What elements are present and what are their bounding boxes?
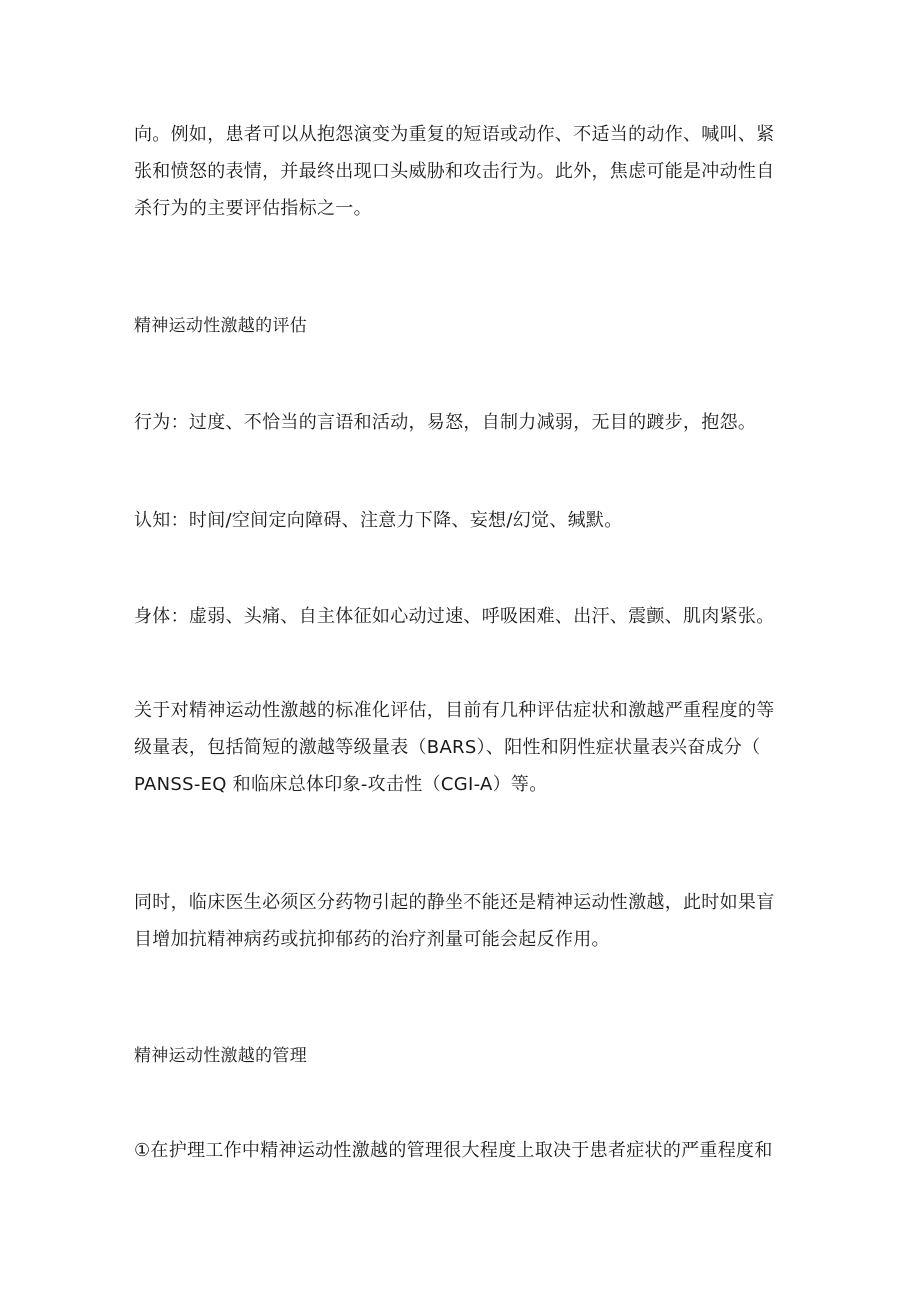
paragraph-line: 认知：时间/空间定向障碍、注意力下降、妄想/幻觉、缄默。: [134, 510, 623, 531]
paragraph-line: 杀行为的主要评估指标之一。: [134, 198, 372, 219]
paragraph-line: 向。例如，患者可以从抱怨演变为重复的短语或动作、不适当的动作、喊叫、紧: [134, 124, 775, 145]
paragraph-line: ①在护理工作中精神运动性激越的管理很大程度上取决于患者症状的严重程度和: [134, 1140, 773, 1161]
paragraph-behavior: [134, 404, 794, 441]
paragraph-scales: [134, 692, 794, 803]
paragraph-line: 同时，临床医生必须区分药物引起的静坐不能还是精神运动性激越，此时如果盲: [134, 892, 775, 913]
section-heading-assessment: [134, 308, 794, 345]
paragraph-line: 行为：过度、不恰当的言语和活动，易怒，自制力减弱，无目的踱步，抱怨。: [134, 412, 757, 433]
paragraph-line: 张和愤怒的表情，并最终出现口头威胁和攻击行为。此外，焦虑可能是冲动性自: [134, 161, 775, 182]
paragraph-line: 关于对精神运动性激越的标准化评估，目前有几种评估症状和激越严重程度的等: [134, 700, 775, 721]
paragraph-line: PANSS-EQ 和临床总体印象-攻击性（CGI-A）等。: [134, 774, 548, 795]
paragraph-body: [134, 598, 794, 635]
heading-text: 精神运动性激越的管理: [134, 1046, 307, 1066]
heading-text: 精神运动性激越的评估: [134, 316, 307, 336]
paragraph-intro: [134, 116, 794, 227]
paragraph-management: [134, 1132, 794, 1169]
paragraph-cognition: [134, 502, 794, 539]
paragraph-line: 身体：虚弱、头痛、自主体征如心动过速、呼吸困难、出汗、震颤、肌肉紧张。: [134, 606, 775, 627]
paragraph-line: 级量表，包括简短的激越等级量表（BARS）、阳性和阴性症状量表兴奋成分（: [134, 737, 761, 758]
paragraph-akathisia: [134, 884, 794, 958]
paragraph-line: 目增加抗精神病药或抗抑郁药的治疗剂量可能会起反作用。: [134, 929, 610, 950]
section-heading-management: [134, 1038, 794, 1075]
